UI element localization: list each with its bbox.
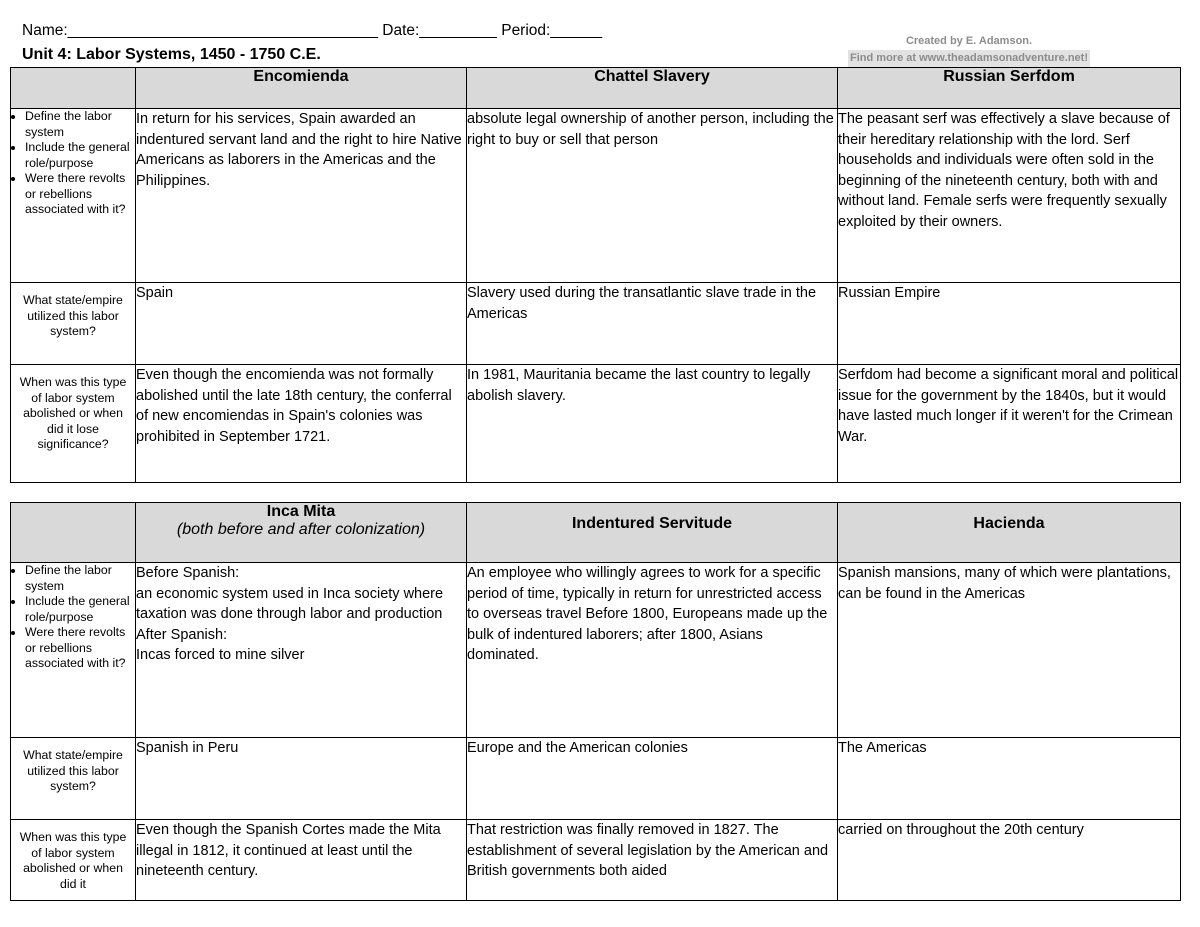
column-header-hacienda: Hacienda xyxy=(838,503,1181,563)
table-cell: The Americas xyxy=(838,738,1181,820)
column-header-encomienda: Encomienda xyxy=(136,68,467,109)
table-cell: An employee who willingly agrees to work for a specific period of time, typically in return for unrestricted access to overseas travel Before 1800, Europeans made up the bulk of indentured laborers; after 1800, Asians dominated. xyxy=(467,563,838,738)
table-cell: absolute legal ownership of another person, including the right to buy or sell that person xyxy=(467,109,838,283)
row-label-item: • Define the labor system xyxy=(25,109,135,140)
table-cell: In 1981, Mauritania became the last country to legally abolish slavery. xyxy=(467,365,838,483)
labor-systems-table-2 xyxy=(10,502,1181,901)
table-row-state xyxy=(11,738,1181,820)
table-cell: That restriction was finally removed in 1827. The establishment of several legislation by the American and British governments both aided xyxy=(467,820,838,901)
table-cell: Spanish in Peru xyxy=(136,738,467,820)
row-label-state: What state/empire utilized this labor system? xyxy=(11,283,136,365)
table-cell: Spanish mansions, many of which were plantations, can be found in the Americas xyxy=(838,563,1181,738)
row-label-item: • Were there revolts or rebellions associated with it? xyxy=(25,625,135,672)
row-label-item: • Include the general role/purpose xyxy=(25,594,135,625)
table-cell: Serfdom had become a significant moral and political issue for the government by the 1840s, but it would have lasted much longer if it weren't for the Crimean War. xyxy=(838,365,1181,483)
name-date-period-line: Name:____________________________________ Date:_________ Period:______ xyxy=(22,22,603,39)
table-cell: Spain xyxy=(136,283,467,365)
column-header-title: Inca Mita xyxy=(266,503,336,520)
row-label-item: • Were there revolts or rebellions associated with it? xyxy=(25,171,135,218)
table-cell: Even though the encomienda was not formally abolished until the late 18th century, the conferral of new encomiendas in Spain's colonies was prohibited in September 1721. xyxy=(136,365,467,483)
table-header-row xyxy=(11,68,1181,109)
table-cell: Before Spanish: an economic system used in Inca society where taxation was done through labor and production After Spanish: Incas forced to mine silver xyxy=(136,563,467,738)
column-header-subtitle: (both before and after colonization) xyxy=(176,521,426,538)
column-header-chattel-slavery: Chattel Slavery xyxy=(467,68,838,109)
row-label-item: • Include the general role/purpose xyxy=(25,140,135,171)
table-row-abolished xyxy=(11,365,1181,483)
table-row-state xyxy=(11,283,1181,365)
empty-header-cell xyxy=(11,68,136,109)
table-row-abolished xyxy=(11,820,1181,901)
table-header-row xyxy=(11,503,1181,563)
table-cell: Europe and the American colonies xyxy=(467,738,838,820)
labor-systems-table-1 xyxy=(10,67,1181,483)
row-label-define xyxy=(11,109,136,283)
row-label-abolished: When was this type of labor system abolished or when did it xyxy=(11,820,136,901)
credit-link[interactable]: Find more at www.theadamsonadventure.net! xyxy=(848,50,1090,67)
table-cell: carried on throughout the 20th century xyxy=(838,820,1181,901)
column-header-inca-mita xyxy=(136,503,467,563)
table-cell: The peasant serf was effectively a slave because of their hereditary relationship with the lord. Serf households and individuals were often sold in the beginning of the nineteenth century, both with and without land. Female serfs were frequently sexually exploited by their owners. xyxy=(838,109,1181,283)
page-title: Unit 4: Labor Systems, 1450 - 1750 C.E. xyxy=(22,46,321,63)
table-row-define xyxy=(11,109,1181,283)
credit-watermark xyxy=(830,33,1108,67)
credit-author: Created by E. Adamson. xyxy=(905,35,1033,47)
row-label-define xyxy=(11,563,136,738)
empty-header-cell xyxy=(11,503,136,563)
row-label-item: • Define the labor system xyxy=(25,563,135,594)
row-label-state: What state/empire utilized this labor system? xyxy=(11,738,136,820)
table-cell: Even though the Spanish Cortes made the Mita illegal in 1812, it continued at least until the nineteenth century. xyxy=(136,820,467,901)
table-row-define xyxy=(11,563,1181,738)
table-cell: In return for his services, Spain awarded an indentured servant land and the right to hire Native Americans as laborers in the Americas and the Philippines. xyxy=(136,109,467,283)
column-header-indentured-servitude: Indentured Servitude xyxy=(467,503,838,563)
table-cell: Russian Empire xyxy=(838,283,1181,365)
row-label-abolished: When was this type of labor system abolished or when did it lose significance? xyxy=(11,365,136,483)
column-header-russian-serfdom: Russian Serfdom xyxy=(838,68,1181,109)
table-cell: Slavery used during the transatlantic slave trade in the Americas xyxy=(467,283,838,365)
